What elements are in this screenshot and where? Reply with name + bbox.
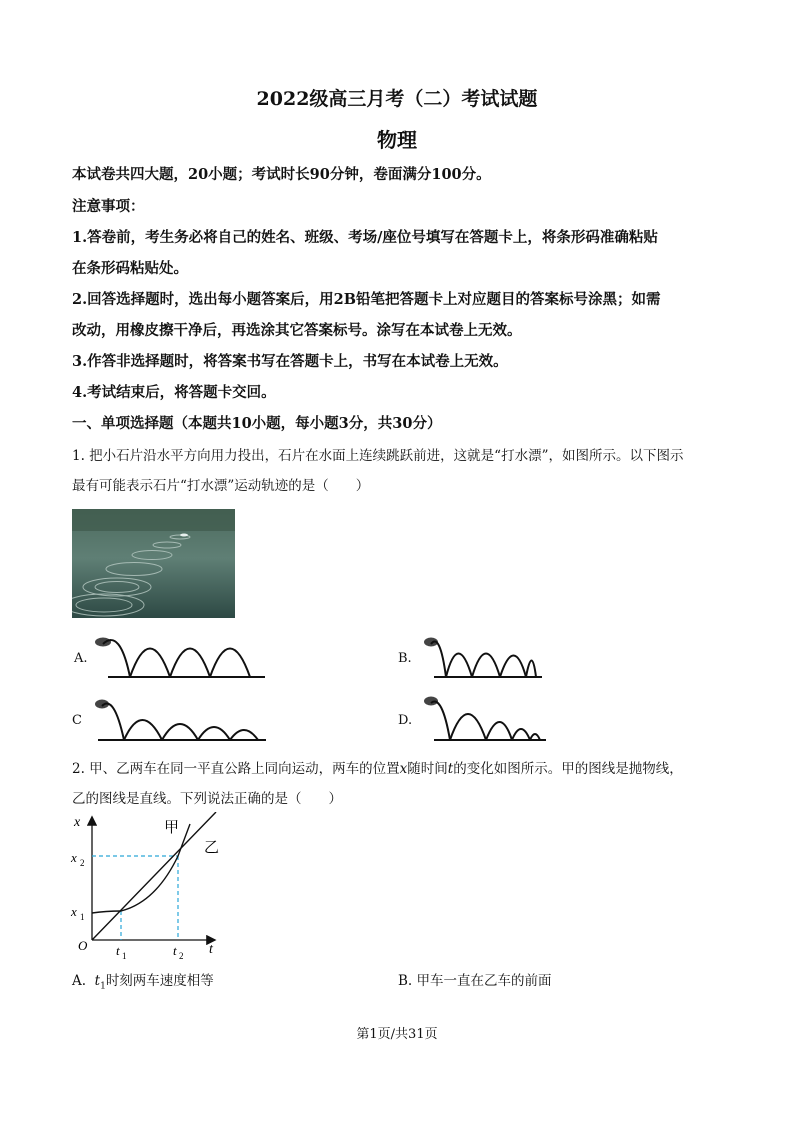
note-1-line-1: 1.答卷前，考生务必将自己的姓名、班级、考场/座位号填写在答题卡上，将条形码准确粘贴 xyxy=(72,229,658,246)
q1-option-d-trajectory xyxy=(420,692,550,744)
stone-skipping-photo xyxy=(72,509,235,618)
label-t2-sub: 2 xyxy=(179,951,184,961)
q1-stem-line-1: 1. 把小石片沿水平方向用力投出，石片在水面上连续跳跃前进，这就是“打水漂”，如图所示。以下图示 xyxy=(72,448,684,464)
label-x1-sub: 1 xyxy=(80,912,85,922)
axis-label-t: t xyxy=(209,942,213,957)
q2-position-time-graph xyxy=(66,812,226,962)
label-t1-sub: 1 xyxy=(122,951,127,961)
q1-option-a-trajectory xyxy=(90,632,270,682)
line-yi xyxy=(92,812,216,940)
label-jia: 甲 xyxy=(164,818,180,836)
label-yi: 乙 xyxy=(204,838,220,856)
q1-option-b-label: B. xyxy=(398,651,412,666)
axis-label-x: x xyxy=(74,815,81,830)
origin-label: O xyxy=(78,938,88,953)
exam-title: 2022级高三月考（二）考试试题 xyxy=(256,88,538,110)
q2-stem-line-2: 乙的图线是直线。下列说法正确的是（ ） xyxy=(72,791,342,807)
label-t1: t xyxy=(116,943,120,958)
q2-stem-line-1: 2. 甲、乙两车在同一平直公路上同向运动，两车的位置x随时间t的变化如图所示。甲的图线是抛物线， xyxy=(72,761,683,777)
q1-option-c-label: C xyxy=(72,713,82,728)
label-x2: x xyxy=(71,850,77,865)
q1-stem-line-2: 最有可能表示石片“打水漂”运动轨迹的是（ ） xyxy=(72,478,370,494)
note-1-line-2: 在条形码粘贴处。 xyxy=(72,260,188,277)
q1-option-d-label: D. xyxy=(398,713,413,728)
note-2-line-1: 2.回答选择题时，选出每小题答案后，用2B铅笔把答题卡上对应题目的答案标号涂黑；如需 xyxy=(72,291,661,308)
q1-option-b-trajectory xyxy=(420,632,550,682)
label-t2: t xyxy=(173,943,177,958)
note-2-line-2: 改动，用橡皮擦干净后，再选涂其它答案标号。涂写在本试卷上无效。 xyxy=(72,322,522,339)
q2-option-a: A. $t_1$时刻两车速度相等 xyxy=(72,973,214,992)
exam-intro: 本试卷共四大题，20小题；考试时长90分钟，卷面满分100分。 xyxy=(72,166,491,183)
page-footer: 第1页/共31页 xyxy=(356,1027,438,1042)
section-1-heading: 一、单项选择题（本题共10小题，每小题3分，共30分） xyxy=(72,415,442,432)
note-3: 3.作答非选择题时，将答案书写在答题卡上，书写在本试卷上无效。 xyxy=(72,353,508,370)
label-x2-sub: 2 xyxy=(80,858,85,868)
note-4: 4.考试结束后，将答题卡交回。 xyxy=(72,384,276,401)
q1-option-a-label: A. xyxy=(74,651,88,666)
curve-jia xyxy=(92,824,190,913)
q2-option-b: B. 甲车一直在乙车的前面 xyxy=(398,973,552,989)
subject-title: 物理 xyxy=(377,128,417,152)
q1-option-c-trajectory xyxy=(90,692,270,744)
label-x1: x xyxy=(71,904,77,919)
notes-heading: 注意事项： xyxy=(72,198,145,215)
